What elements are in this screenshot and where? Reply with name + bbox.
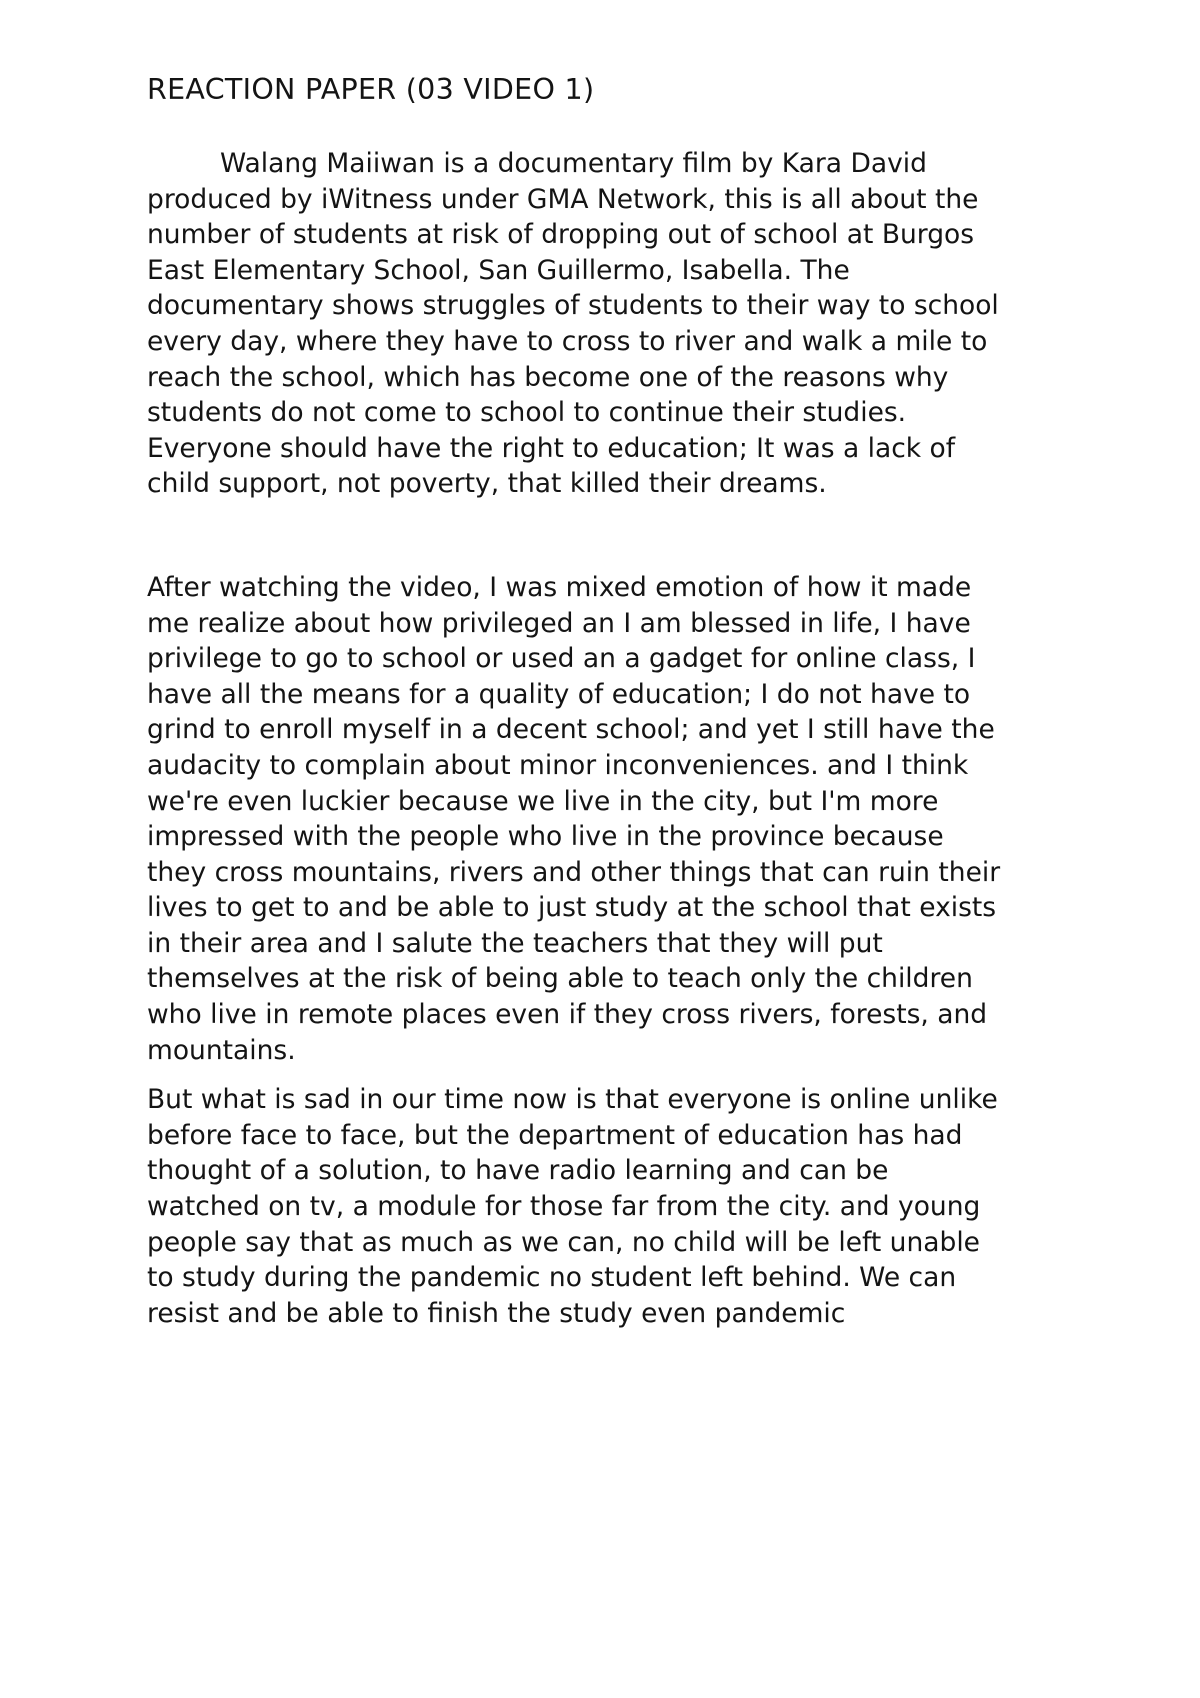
text-line: reach the school, which has become one of the reasons why: [147, 361, 949, 393]
text-line: to study during the pandemic no student left behind. We can: [147, 1262, 957, 1294]
text-line: who live in remote places even if they cross rivers, forests, and: [147, 999, 988, 1031]
text-line: themselves at the risk of being able to teach only the children: [147, 963, 973, 995]
text-line: documentary shows struggles of students to their way to school: [147, 290, 999, 322]
text-line: students do not come to school to continue their studies.: [147, 397, 907, 429]
text-line: privilege to go to school or used an a gadget for online class, I: [147, 643, 976, 675]
text-line: impressed with the people who live in the province because: [147, 821, 944, 853]
text-line: audacity to complain about minor inconveniences. and I think: [147, 749, 969, 781]
text-line: lives to get to and be able to just study at the school that exists: [147, 892, 997, 924]
text-line: in their area and I salute the teachers that they will put: [147, 927, 883, 959]
text-line: have all the means for a quality of education; I do not have to: [147, 678, 971, 710]
document-title: REACTION PAPER (03 VIDEO 1): [147, 73, 595, 106]
paragraph-3: [147, 1082, 1077, 1331]
text-line: we're even luckier because we live in the city, but I'm more: [147, 785, 939, 817]
text-line: But what is sad in our time now is that everyone is online unlike: [147, 1084, 998, 1116]
text-line: Everyone should have the right to education; It was a lack of: [147, 432, 956, 464]
text-line: resist and be able to finish the study even pandemic: [147, 1297, 846, 1329]
text-line: grind to enroll myself in a decent school; and yet I still have the: [147, 714, 995, 746]
text-line: watched on tv, a module for those far from the city. and young: [147, 1191, 981, 1223]
text-line: mountains.: [147, 1034, 296, 1066]
text-line: they cross mountains, rivers and other things that can ruin their: [147, 856, 1001, 888]
text-line: child support, not poverty, that killed their dreams.: [147, 468, 827, 500]
paragraph-2: [147, 570, 1077, 1068]
text-line: number of students at risk of dropping out of school at Burgos: [147, 219, 975, 251]
text-line: every day, where they have to cross to river and walk a mile to: [147, 325, 988, 357]
paragraph-1: [147, 146, 1077, 502]
text-line: Walang Maiiwan is a documentary film by Kara David: [220, 148, 927, 179]
text-line: After watching the video, I was mixed emotion of how it made: [147, 571, 972, 603]
text-line: before face to face, but the department of education has had: [147, 1119, 963, 1151]
text-line: thought of a solution, to have radio learning and can be: [147, 1155, 889, 1187]
text-line: produced by iWitness under GMA Network, this is all about the: [147, 183, 979, 215]
document-body: [147, 72, 1077, 1331]
text-line: me realize about how privileged an I am blessed in life, I have: [147, 607, 971, 639]
text-line: East Elementary School, San Guillermo, Isabella. The: [147, 254, 850, 286]
text-line: people say that as much as we can, no child will be left unable: [147, 1226, 980, 1258]
